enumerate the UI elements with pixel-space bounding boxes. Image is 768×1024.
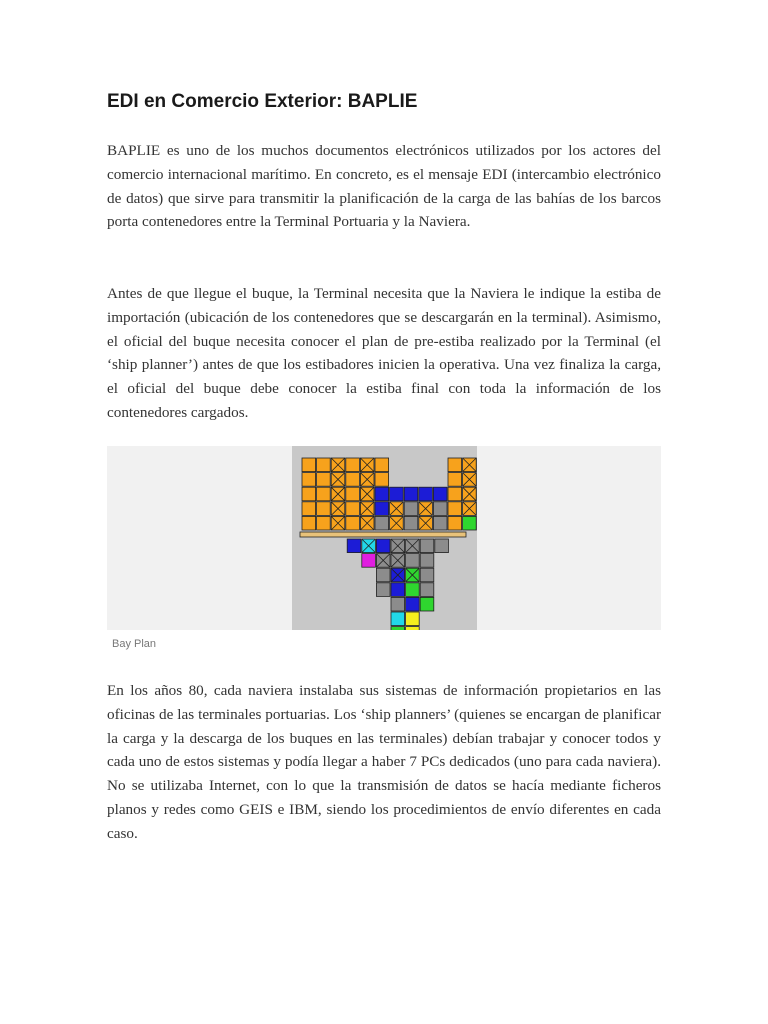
figure-caption: Bay Plan (112, 638, 157, 650)
paragraph-history: En los años 80, cada naviera instalaba sus sistemas de información propietarios en las oficinas de las terminales portuarias. Los ‘ship planners’ (quienes se encargan de planificar la carga y la descarga de los buques en las terminales) debían trabajar y conocer todos y cada uno de estos sistemas y podía llegar a haber 7 PCs dedicados (uno para cada naviera). No se utilizaba Internet, con lo que la transmisión de datos se hacía mediante ficheros planos y redes como GEIS e IBM, siendo los procedimientos de envío diferentes en cada caso. (107, 682, 661, 842)
bay-plan-diagram (292, 446, 477, 630)
article-title: EDI en Comercio Exterior: BAPLIE (107, 91, 418, 112)
paragraph-intro: BAPLIE es uno de los muchos documentos electrónicos utilizados por los actores del comercio internacional marítimo. En concreto, es el mensaje EDI (intercambio electrónico de datos) que sirve para transmitir la planificación de la carga de las bahías de los barcos porta contenedores entre la Terminal Portuaria y la Naviera. (107, 142, 661, 231)
paragraph-stowage: Antes de que llegue el buque, la Terminal necesita que la Naviera le indique la estiba de importación (ubicación de los contenedores que se descargarán en la terminal). Asimismo, el oficial del buque necesita conocer el plan de pre-estiba realizado por la Terminal (el ‘ship planner’) antes de que los estibadores inicien la operativa. Una vez finaliza la carga, el oficial del buque debe conocer la estiba final con toda la información de los contenedores cargados. (107, 285, 661, 421)
bay-plan-figure (107, 446, 661, 630)
bay-plan-image (292, 446, 477, 630)
